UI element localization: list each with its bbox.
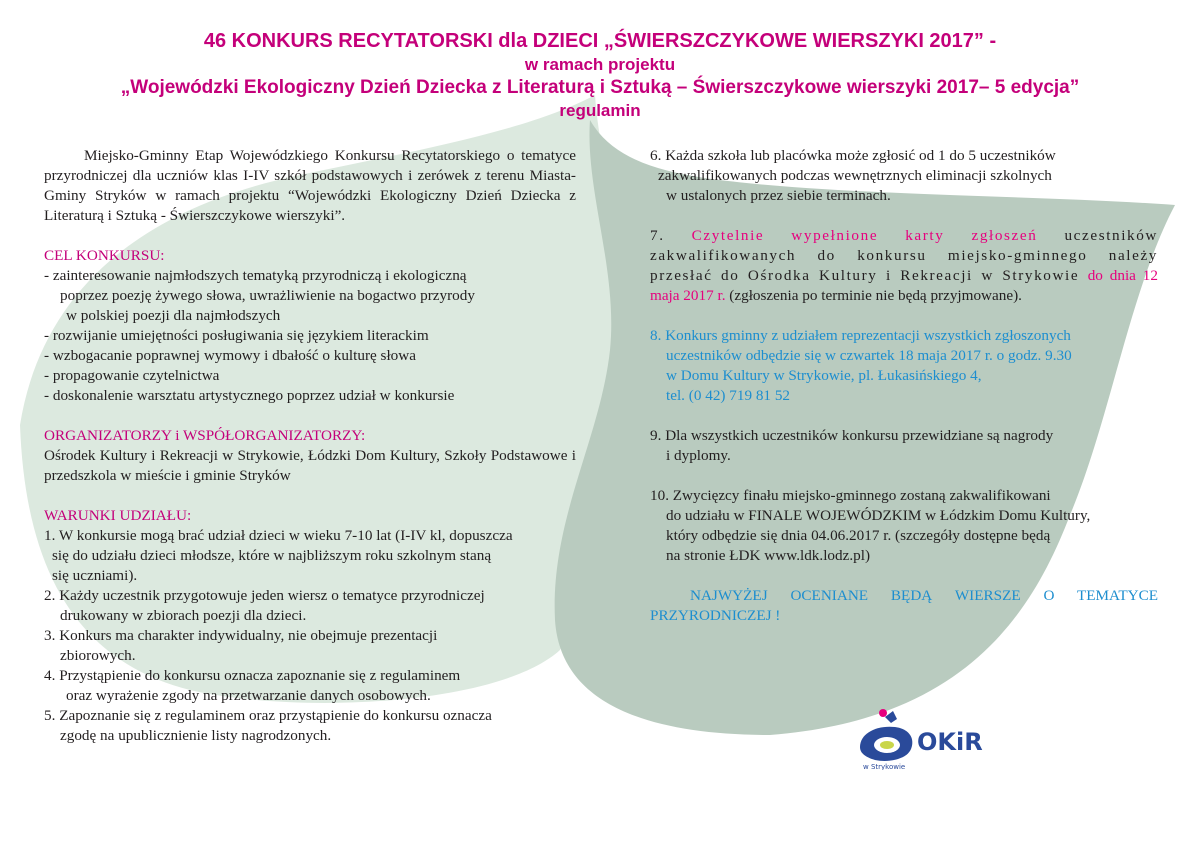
cel-item: - doskonalenie warsztatu artystycznego poprzez udział w konkursie: [44, 387, 455, 404]
cel-item: - zainteresowanie najmłodszych tematyką przyrodniczą i ekologiczną: [44, 267, 467, 284]
rule-8-line: w Domu Kultury w Strykowie, pl. Łukasińskiego 4,: [666, 367, 982, 384]
warunki-heading: WARUNKI UDZIAŁU:: [44, 507, 192, 524]
intro-paragraph: Miejsko-Gminny Etap Wojewódzkiego Konkursu Recytatorskiego o tematyce przyrodniczej dla uczniów klas I-IV szkół podstawowych i zerówek z terenu Miasta-Gminy Stryków w ramach projektu “Wojewódzki Ekologiczny Dzień Dziecka z Literaturą i Sztuką - Świerszczykowe wierszyki”.: [44, 147, 576, 224]
rule-7: [650, 226, 1158, 306]
org-text: Ośrodek Kultury i Rekreacji w Strykowie, Łódzki Dom Kultury, Szkoły Podstawowe i przedszkola w mieście i gminie Stryków: [44, 447, 576, 484]
rule-8-line: uczestników odbędzie się w czwartek 18 maja 2017 r. o godz. 9.30: [666, 347, 1072, 364]
rule-8-line: [650, 326, 1158, 346]
rule-9-line: i dyplomy.: [666, 447, 731, 464]
warunki-item: 5. Zapoznanie się z regulaminem oraz przystąpienie do konkursu oznacza: [44, 707, 492, 724]
cel-item: - rozwijanie umiejętności posługiwania się językiem literackim: [44, 327, 429, 344]
rule-9-line: 9. Dla wszystkich uczestników konkursu przewidziane są nagrody: [650, 427, 1054, 444]
warunki-item: 3. Konkurs ma charakter indywidualny, nie obejmuje prezentacji: [44, 627, 438, 644]
rule-10-line: 10. Zwycięzcy finału miejsko-gminnego zostaną zakwalifikowani: [650, 487, 1051, 504]
cel-heading: CEL KONKURSU:: [44, 247, 165, 264]
rule-10-line: który odbędzie się dnia 04.06.2017 r. (szczegóły dostępne będą: [666, 527, 1051, 544]
warunki-item: 4. Przystąpienie do konkursu oznacza zapoznanie się z regulaminem: [44, 667, 461, 684]
warunki-item: 1. W konkursie mogą brać udział dzieci w wieku 7-10 lat (I-IV kl, dopuszcza: [44, 527, 513, 544]
title: 46 KONKURS RECYTATORSKI dla DZIECI „ŚWIERSZCZYKOWE WIERSZYKI 2017” -: [203, 30, 997, 52]
rule-6-line: w ustalonych przez siebie terminach.: [666, 187, 891, 204]
org-heading: ORGANIZATORZY i WSPÓŁORGANIZATORZY:: [44, 427, 366, 444]
rule-8-number: 8.: [650, 327, 666, 344]
warunki-item: się uczniami).: [52, 567, 138, 584]
regulamin-label: regulamin: [559, 101, 641, 120]
cel-item: - wzbogacanie poprawnej wymowy i dbałość o kulturę słowa: [44, 347, 416, 364]
rule-6-line: zakwalifikowanych podczas wewnętrznych eliminacji szkolnych: [658, 167, 1052, 184]
closing-note: NAJWYŻEJ OCENIANE BĘDĄ WIERSZE O TEMATYCE PRZYRODNICZEJ !: [650, 587, 1158, 624]
rule-7-deadline: do dnia 12 maja 2017 r.: [650, 267, 1158, 304]
cel-item: poprzez poezję żywego słowa, uwrażliwienie na bogactwo przyrody: [60, 287, 475, 304]
rule-7-text-b: (zgłoszenia po terminie nie będą przyjmowane).: [725, 287, 1022, 304]
rule-7-text-a: uczestników zakwalifikowanych do konkursu miejsko-gminnego należy przesłać do Ośrodka Kultury i Rekreacji w Strykowie: [650, 227, 1158, 284]
cel-item: w polskiej poezji dla najmłodszych: [66, 307, 281, 324]
warunki-item: oraz wyrażenie zgody na przetwarzanie danych osobowych.: [66, 687, 431, 704]
cel-item: - propagowanie czytelnictwa: [44, 367, 220, 384]
rule-8-text: Konkurs gminny z udziałem reprezentacji wszystkich zgłoszonych: [665, 327, 1071, 344]
rule-10-line: na stronie ŁDK www.ldk.lodz.pl): [666, 547, 871, 564]
left-column: [44, 146, 576, 746]
logo-subtext: w Strykowie: [863, 763, 906, 770]
warunki-item: zgodę na upublicznienie listy nagrodzonych.: [60, 727, 332, 744]
rule-6-line: 6. Każda szkoła lub placówka może zgłosić od 1 do 5 uczestników: [650, 147, 1056, 164]
warunki-item: się do udziału dzieci młodsze, które w najbliższym roku szkolnym staną: [52, 547, 492, 564]
rule-7-number: 7.: [650, 227, 692, 244]
subtitle: w ramach projektu: [524, 55, 676, 74]
right-column: [650, 146, 1158, 626]
warunki-item: drukowany w zbiorach poezji dla dzieci.: [60, 607, 307, 624]
okir-logo: [855, 705, 985, 770]
warunki-item: 2. Każdy uczestnik przygotowuje jeden wiersz o tematyce przyrodniczej: [44, 587, 485, 604]
page-header: [0, 30, 1200, 122]
rule-7-highlight: Czytelnie wypełnione karty zgłoszeń: [691, 227, 1038, 244]
rule-10-line: do udziału w FINALE WOJEWÓDZKIM w Łódzkim Domu Kultury,: [666, 507, 1091, 524]
rule-8-line: tel. (0 42) 719 81 52: [666, 387, 791, 404]
project-name: „Wojewódzki Ekologiczny Dzień Dziecka z Literaturą i Sztuką – Świerszczykowe wierszyki 2017– 5 edycja”: [120, 77, 1080, 98]
logo-text: OKiR: [917, 728, 983, 756]
warunki-item: zbiorowych.: [60, 647, 136, 664]
